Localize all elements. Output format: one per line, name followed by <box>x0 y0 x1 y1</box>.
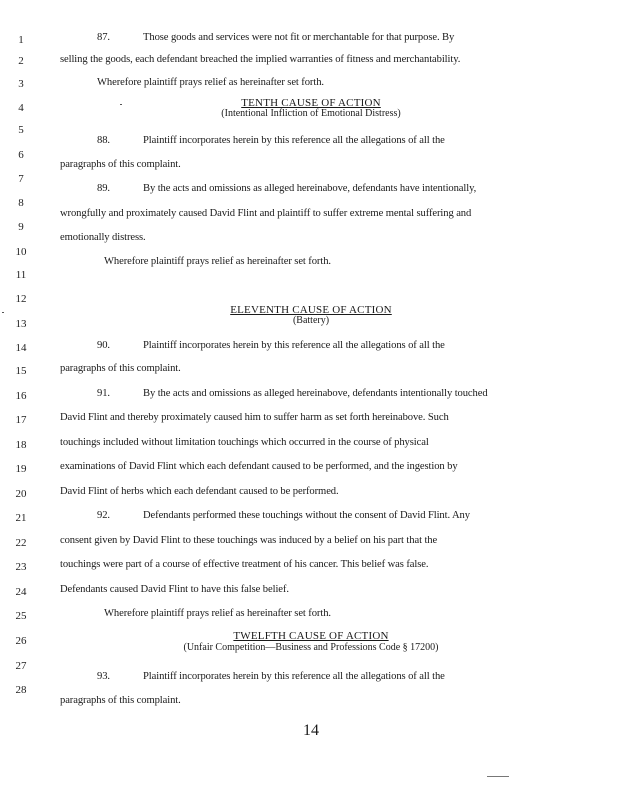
paragraph-number: 91. <box>97 388 110 399</box>
line-number: 21 <box>15 512 27 524</box>
paragraph-88-line: paragraphs of this complaint. <box>60 159 181 170</box>
line-number: 26 <box>15 635 27 647</box>
paragraph-93-line <box>97 670 622 684</box>
paragraph-number: 90. <box>97 340 110 351</box>
line-number: 4 <box>18 102 24 114</box>
paragraph-text: By the acts and omissions as alleged hereinabove, defendants have intentionally, <box>143 183 477 194</box>
line-number: 11 <box>15 269 27 281</box>
paragraph-text: Defendants performed these touchings without the consent of David Flint. Any <box>143 510 470 521</box>
paragraph-number: 88. <box>97 135 110 146</box>
heading-eleventh-subtitle: (Battery) <box>292 315 330 326</box>
paragraph-text: Those goods and services were not fit or merchantable for that purpose. By <box>143 32 455 43</box>
paragraph-number: 87. <box>97 32 110 43</box>
paragraph-91-line: David Flint of herbs which each defendant caused to be performed. <box>60 486 339 497</box>
line-number: 23 <box>15 561 27 573</box>
heading-tenth-subtitle: (Intentional Infliction of Emotional Distress) <box>221 108 401 119</box>
prayer-line: Wherefore plaintiff prays relief as hereinafter set forth. <box>104 256 331 267</box>
paragraph-90-line <box>97 339 622 353</box>
paragraph-88-line <box>97 134 622 148</box>
heading-tenth-cause: TENTH CAUSE OF ACTION <box>241 97 381 109</box>
line-number: 5 <box>18 124 24 136</box>
line-number: 13 <box>15 318 27 330</box>
heading-twelfth-cause: TWELFTH CAUSE OF ACTION <box>233 630 389 642</box>
paragraph-text: Plaintiff incorporates herein by this reference all the allegations of all the <box>143 671 445 682</box>
line-number: 14 <box>15 342 27 354</box>
line-number: 28 <box>15 684 27 696</box>
paragraph-91-line: examinations of David Flint which each defendant caused to be performed, and the ingestion by <box>60 461 458 472</box>
paragraph-89-line <box>97 182 622 196</box>
paragraph-number: 92. <box>97 510 110 521</box>
paragraph-90-line: paragraphs of this complaint. <box>60 363 181 374</box>
paragraph-89-line: wrongfully and proximately caused David Flint and plaintiff to suffer extreme mental suffering and <box>60 208 472 219</box>
line-number: 18 <box>15 439 27 451</box>
line-number: 20 <box>15 488 27 500</box>
line-number: 6 <box>18 149 24 161</box>
line-number: 17 <box>15 414 27 426</box>
paragraph-text: Plaintiff incorporates herein by this reference all the allegations of all the <box>143 135 445 146</box>
paragraph-text: Plaintiff incorporates herein by this reference all the allegations of all the <box>143 340 445 351</box>
paragraph-91-line <box>97 387 622 401</box>
page-number: 14 <box>303 722 319 739</box>
line-number: 8 <box>18 197 24 209</box>
prayer-line: Wherefore plaintiff prays relief as hereinafter set forth. <box>104 608 331 619</box>
line-number: 25 <box>15 610 27 622</box>
line-number: 12 <box>15 293 27 305</box>
paragraph-92-line: consent given by David Flint to these touchings was induced by a belief on his part that the <box>60 535 438 546</box>
line-number: 9 <box>18 221 24 233</box>
paragraph-89-line: emotionally distress. <box>60 232 146 243</box>
line-number: 24 <box>15 586 27 598</box>
paragraph-93-line: paragraphs of this complaint. <box>60 695 181 706</box>
scan-speck <box>2 312 4 313</box>
paragraph-number: 89. <box>97 183 110 194</box>
paragraph-87-line: selling the goods, each defendant breached the implied warranties of fitness and merchantability. <box>60 54 461 65</box>
paragraph-92-line: touchings were part of a course of effective treatment of his cancer. This belief was false. <box>60 559 429 570</box>
heading-twelfth-subtitle: (Unfair Competition—Business and Professions Code § 17200) <box>183 642 439 653</box>
line-number: 3 <box>18 78 24 90</box>
paragraph-92-line <box>97 509 622 523</box>
paragraph-91-line: touchings included without limitation touchings which occurred in the course of physical <box>60 437 429 448</box>
line-number: 15 <box>15 365 27 377</box>
line-number: 1 <box>18 34 24 46</box>
scan-speck <box>120 104 122 105</box>
line-number: 7 <box>18 173 24 185</box>
line-number: 22 <box>15 537 27 549</box>
scan-speck <box>487 776 509 777</box>
line-number: 16 <box>15 390 27 402</box>
line-number: 19 <box>15 463 27 475</box>
paragraph-87-line <box>97 31 622 45</box>
prayer-line: Wherefore plaintiff prays relief as hereinafter set forth. <box>97 77 324 88</box>
heading-eleventh-cause: ELEVENTH CAUSE OF ACTION <box>230 304 392 316</box>
paragraph-91-line: David Flint and thereby proximately caused him to suffer harm as set forth hereinabove. Such <box>60 412 449 423</box>
line-number: 27 <box>15 660 27 672</box>
paragraph-92-line: Defendants caused David Flint to have this false belief. <box>60 584 289 595</box>
line-number: 10 <box>15 246 27 258</box>
line-number: 2 <box>18 55 24 67</box>
paragraph-number: 93. <box>97 671 110 682</box>
paragraph-text: By the acts and omissions as alleged hereinabove, defendants intentionally touched <box>143 388 488 399</box>
